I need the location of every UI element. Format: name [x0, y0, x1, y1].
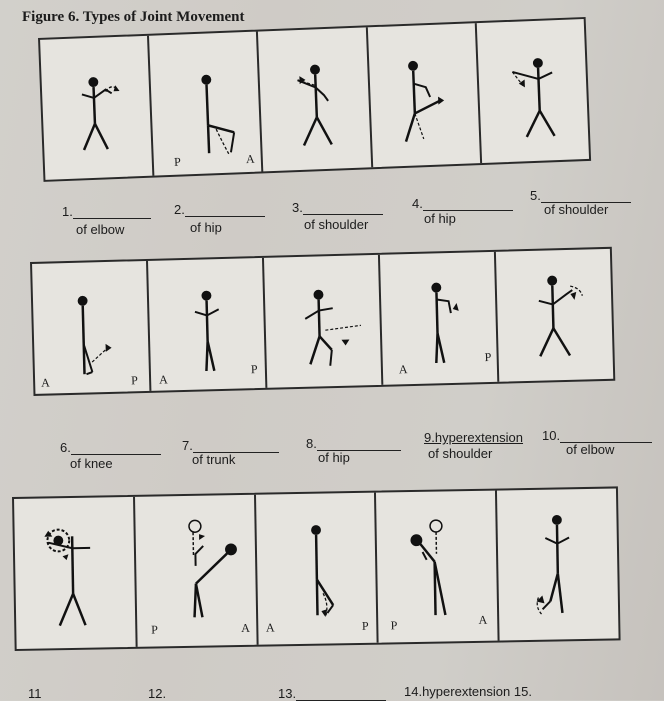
- movement-letter: P: [484, 350, 491, 365]
- movement-letter: A: [159, 372, 168, 387]
- stick-figure-icon: [380, 252, 497, 385]
- panel-9: [380, 252, 499, 385]
- movement-letter: P: [251, 362, 258, 377]
- answer-blank-11[interactable]: 11: [28, 686, 42, 701]
- answer-label: of shoulder: [428, 446, 492, 461]
- stick-figure-icon: [14, 497, 135, 649]
- panel-6: [32, 261, 151, 394]
- movement-letter: A: [266, 620, 275, 635]
- panel-10: [496, 249, 613, 382]
- figure-row-2: [30, 247, 615, 396]
- answer-blank-1[interactable]: 1.: [62, 204, 151, 219]
- answer-label: of hip: [190, 220, 222, 235]
- panel-2: [149, 32, 263, 176]
- movement-letter: A: [399, 362, 408, 377]
- panel-4: [367, 23, 481, 167]
- answer-blank-8[interactable]: 8.: [306, 436, 401, 451]
- answer-blank-7[interactable]: 7.: [182, 438, 279, 453]
- stick-figure-icon: [496, 249, 613, 382]
- answer-label: of trunk: [192, 452, 235, 467]
- movement-letter: P: [131, 373, 138, 388]
- movement-letter: P: [391, 618, 398, 633]
- answer-blank-5[interactable]: 5.: [530, 188, 631, 203]
- panel-13: [256, 493, 379, 645]
- answer-item-9: [424, 430, 523, 445]
- movement-letter: A: [246, 152, 255, 167]
- stick-figure-icon: [40, 36, 152, 180]
- answer-blank-4[interactable]: 4.: [412, 196, 513, 211]
- panel-14: [376, 491, 499, 643]
- answer-blank-10[interactable]: 10.: [542, 428, 652, 443]
- stick-figure-icon: [477, 19, 589, 163]
- answer-item-14-15: 14.hyperextension 15.: [404, 684, 532, 699]
- figure-title: Figure 6. Types of Joint Movement: [22, 9, 244, 26]
- hyperextension-label: 9.hyperextension: [424, 430, 523, 445]
- answer-label: of hip: [318, 450, 350, 465]
- movement-letter: P: [174, 155, 181, 170]
- answer-label: of shoulder: [304, 217, 368, 232]
- movement-letter: A: [41, 376, 50, 391]
- answer-blank-3[interactable]: 3.: [292, 200, 383, 215]
- movement-letter: P: [151, 622, 158, 637]
- stick-figure-icon: [497, 488, 618, 640]
- answer-blank-12[interactable]: 12.: [148, 686, 166, 701]
- movement-letter: P: [362, 619, 369, 634]
- answer-label: of knee: [70, 456, 113, 471]
- panel-15: [497, 488, 618, 640]
- figure-row-3: [12, 486, 621, 651]
- panel-12: [135, 495, 258, 647]
- movement-letter: A: [241, 621, 250, 636]
- panel-8: [264, 255, 383, 388]
- panel-11: [14, 497, 137, 649]
- answer-blank-2[interactable]: 2.: [174, 202, 265, 217]
- movement-letter: A: [478, 613, 487, 628]
- stick-figure-icon: [258, 27, 370, 171]
- answer-label: of elbow: [566, 442, 614, 457]
- stick-figure-icon: [367, 23, 479, 167]
- panel-5: [477, 19, 589, 163]
- answer-blank-6[interactable]: 6.: [60, 440, 161, 455]
- figure-row-1: [38, 17, 591, 182]
- answer-label: of elbow: [76, 222, 124, 237]
- answer-label: of hip: [424, 211, 456, 226]
- panel-7: [148, 258, 267, 391]
- answer-label: of shoulder: [544, 202, 608, 217]
- panel-3: [258, 27, 372, 171]
- panel-1: [40, 36, 154, 180]
- stick-figure-icon: [148, 258, 265, 391]
- stick-figure-icon: [264, 255, 381, 388]
- answer-blank-13[interactable]: 13.: [278, 686, 386, 701]
